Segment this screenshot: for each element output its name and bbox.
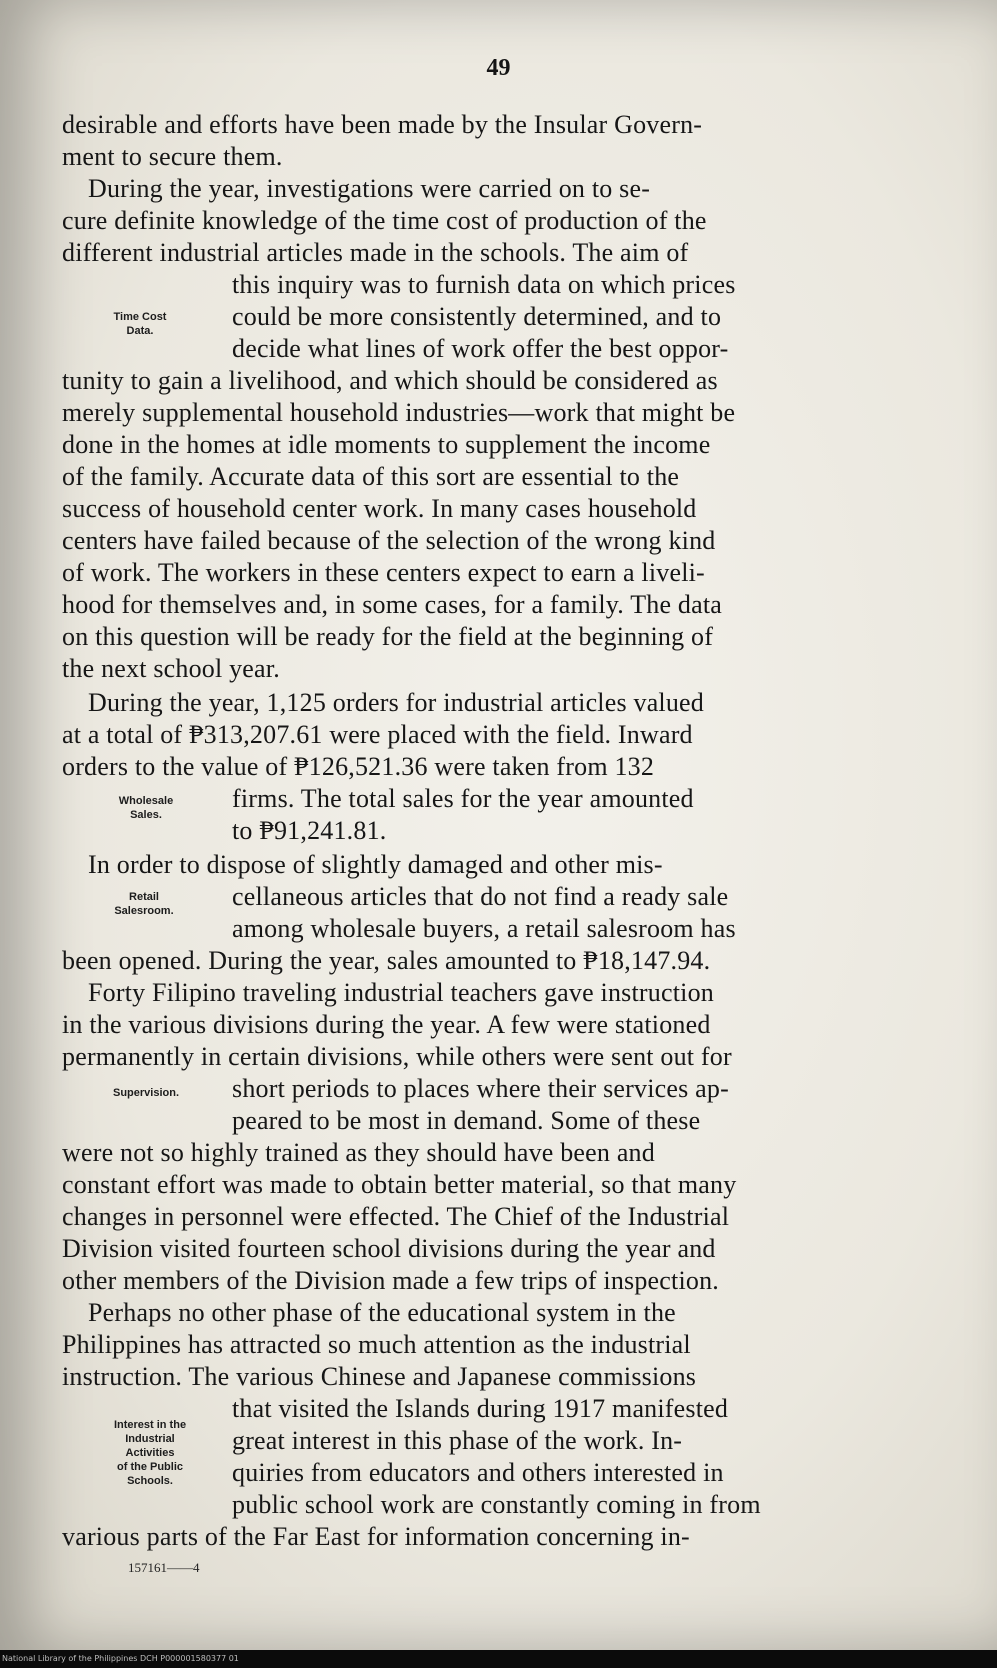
- text-line: firms. The total sales for the year amounted: [232, 784, 694, 813]
- text-line: that visited the Islands during 1917 manifested: [232, 1394, 729, 1423]
- text-line: were not so highly trained as they should have been and: [62, 1138, 655, 1167]
- text-line: done in the homes at idle moments to supplement the income: [62, 430, 711, 459]
- text-line: instruction. The various Chinese and Japanese commissions: [62, 1362, 697, 1391]
- text-line: tunity to gain a livelihood, and which should be considered as: [62, 366, 718, 395]
- text-line: this inquiry was to furnish data on which prices: [232, 270, 736, 299]
- text-line: orders to the value of ₱126,521.36 were taken from 132: [62, 752, 655, 781]
- text-line: quiries from educators and others interested in: [232, 1458, 724, 1487]
- text-line: During the year, investigations were carried on to se-: [88, 174, 651, 203]
- text-line: success of household center work. In many cases household: [62, 494, 697, 523]
- text-line: great interest in this phase of the work. In-: [232, 1426, 683, 1455]
- page-number: 49: [486, 55, 511, 81]
- margin-note-time-cost: Time Cost Data.: [113, 311, 167, 337]
- text-line: hood for themselves and, in some cases, for a family. The data: [62, 590, 723, 619]
- text-line: various parts of the Far East for information concerning in-: [62, 1522, 690, 1551]
- text-line: centers have failed because of the selection of the wrong kind: [62, 526, 716, 555]
- text-line: decide what lines of work offer the best oppor-: [232, 334, 729, 363]
- text-line: cellaneous articles that do not find a ready sale: [232, 882, 729, 911]
- margin-note-wholesale-sales: Wholesale Sales.: [118, 795, 174, 821]
- text-line: Forty Filipino traveling industrial teachers gave instruction: [88, 978, 714, 1007]
- text-line: could be more consistently determined, and to: [232, 302, 722, 331]
- text-line: Division visited fourteen school divisions during the year and: [62, 1234, 716, 1263]
- text-line: ment to secure them.: [62, 142, 283, 171]
- text-line: In order to dispose of slightly damaged and other mis-: [88, 850, 663, 879]
- text-line: to ₱91,241.81.: [232, 816, 387, 845]
- text-line: on this question will be ready for the field at the beginning of: [62, 622, 714, 651]
- text-line: in the various divisions during the year. A few were stationed: [62, 1010, 711, 1039]
- text-line: among wholesale buyers, a retail salesroom has: [232, 914, 736, 943]
- text-line: other members of the Division made a few trips of inspection.: [62, 1266, 719, 1295]
- text-line: been opened. During the year, sales amounted to ₱18,147.94.: [62, 946, 711, 975]
- text-line: desirable and efforts have been made by the Insular Govern-: [62, 110, 703, 139]
- margin-note-interest: Interest in the Industrial Activities of the Public Schools.: [113, 1419, 187, 1487]
- text-line: Philippines has attracted so much attention as the industrial: [62, 1330, 691, 1359]
- text-line: constant effort was made to obtain better material, so that many: [62, 1170, 737, 1199]
- signature-mark: 157161——4: [128, 1560, 200, 1575]
- text-line: at a total of ₱313,207.61 were placed with the field. Inward: [62, 720, 693, 749]
- text-line: peared to be most in demand. Some of these: [232, 1106, 701, 1135]
- text-line: different industrial articles made in the schools. The aim of: [62, 238, 689, 267]
- text-line: the next school year.: [62, 654, 280, 683]
- footer-caption: National Library of the Philippines DCH P000001580377 01: [0, 1650, 997, 1668]
- margin-note-supervision: Supervision.: [112, 1087, 180, 1099]
- text-line: cure definite knowledge of the time cost of production of the: [62, 206, 707, 235]
- text-line: Perhaps no other phase of the educational system in the: [88, 1298, 676, 1327]
- margin-note-retail-salesroom: Retail Salesroom.: [114, 891, 174, 917]
- text-line: short periods to places where their services ap-: [232, 1074, 729, 1103]
- text-line: of work. The workers in these centers expect to earn a liveli-: [62, 558, 705, 587]
- text-line: changes in personnel were effected. The Chief of the Industrial: [62, 1202, 730, 1231]
- text-line: During the year, 1,125 orders for industrial articles valued: [88, 688, 704, 717]
- text-line: permanently in certain divisions, while others were sent out for: [62, 1042, 732, 1071]
- text-line: public school work are constantly coming in from: [232, 1490, 761, 1519]
- text-line: merely supplemental household industries—work that might be: [62, 398, 736, 427]
- text-line: of the family. Accurate data of this sort are essential to the: [62, 462, 680, 491]
